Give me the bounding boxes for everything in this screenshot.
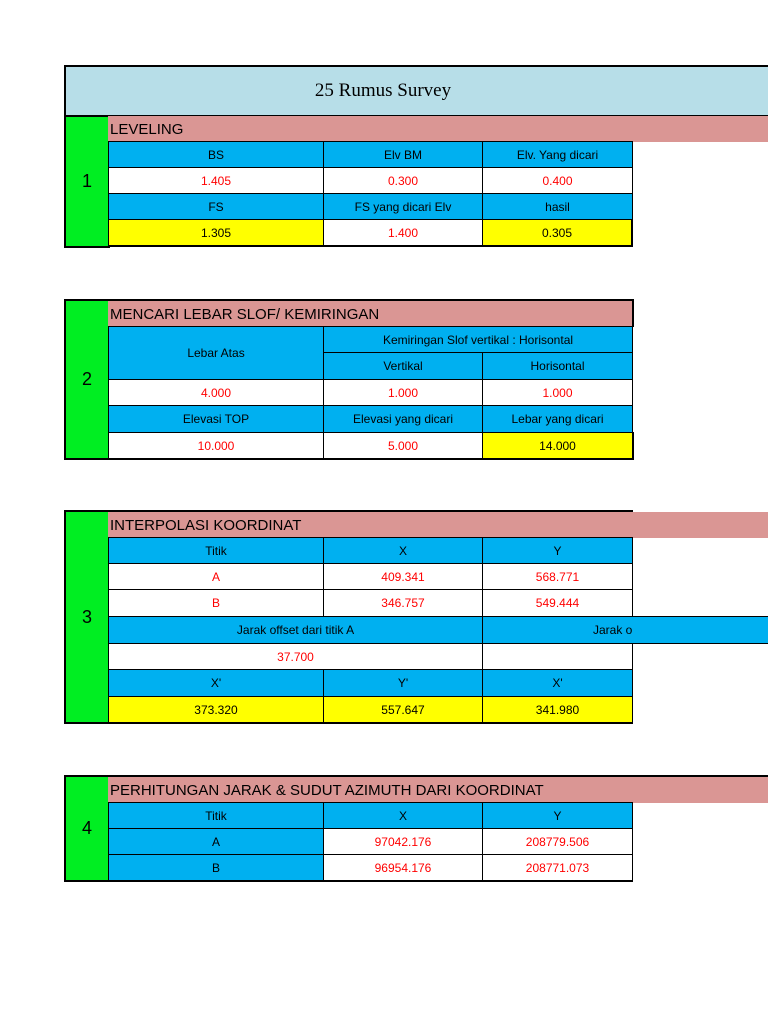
s3-value-y-prime[interactable]: 557.647 <box>323 696 483 724</box>
s2-value-horisontal[interactable]: 1.000 <box>482 379 633 406</box>
s4-header-x: X <box>323 802 483 829</box>
s3-value-x-prime-b[interactable]: 341.980 <box>482 696 633 724</box>
s4-header-y: Y <box>482 802 633 829</box>
s3-header-offset-a: Jarak offset dari titik A <box>108 616 483 644</box>
s3-value-offset-b[interactable] <box>482 643 633 670</box>
section-3-title: INTERPOLASI KOORDINAT <box>108 510 768 538</box>
s4-rowA-titik[interactable]: A <box>108 828 324 855</box>
s2-value-lebar-atas[interactable]: 4.000 <box>108 379 324 406</box>
s3-rowB-x[interactable]: 346.757 <box>323 589 483 617</box>
s2-value-elevasi-dicari[interactable]: 5.000 <box>323 432 483 460</box>
s1-value-elvbm[interactable]: 0.300 <box>323 167 483 194</box>
page-title: 25 Rumus Survey <box>314 80 452 101</box>
section-4-number: 4 <box>64 775 110 882</box>
s3-header-x-prime-b: X' <box>482 669 633 697</box>
s4-rowA-x[interactable]: 97042.176 <box>323 828 483 855</box>
s4-rowB-y[interactable]: 208771.073 <box>482 854 633 882</box>
s1-value-hasil[interactable]: 0.305 <box>482 219 633 247</box>
s3-header-titik: Titik <box>108 537 324 564</box>
s2-value-elevasi-top[interactable]: 10.000 <box>108 432 324 460</box>
section-3-number: 3 <box>64 510 110 724</box>
s3-header-y-prime: Y' <box>323 669 483 697</box>
s3-value-x-prime[interactable]: 373.320 <box>108 696 324 724</box>
s2-header-lebar-dicari: Lebar yang dicari <box>482 405 633 433</box>
s3-value-offset-a[interactable]: 37.700 <box>108 643 483 670</box>
s2-header-kemiringan: Kemiringan Slof vertikal : Horisontal <box>323 326 633 353</box>
section-1-title: LEVELING <box>108 115 768 142</box>
s3-rowB-y[interactable]: 549.444 <box>482 589 633 617</box>
s2-header-lebar-atas: Lebar Atas <box>108 326 324 380</box>
s1-header-hasil: hasil <box>482 193 633 220</box>
s1-header-fs-dicari: FS yang dicari Elv <box>323 193 483 220</box>
s4-header-titik: Titik <box>108 802 324 829</box>
s1-value-bs[interactable]: 1.405 <box>108 167 324 194</box>
s2-header-elevasi-top: Elevasi TOP <box>108 405 324 433</box>
section-4-title: PERHITUNGAN JARAK & SUDUT AZIMUTH DARI KOORDINAT <box>108 775 768 803</box>
s1-header-fs: FS <box>108 193 324 220</box>
s1-value-fs-dicari[interactable]: 1.400 <box>323 219 483 247</box>
s1-header-elv-dicari: Elv. Yang dicari <box>482 141 633 168</box>
s3-rowA-titik[interactable]: A <box>108 563 324 590</box>
s1-value-fs[interactable]: 1.305 <box>108 219 324 247</box>
s3-header-x-prime: X' <box>108 669 324 697</box>
s3-header-offset-b-label: Jarak o <box>593 623 633 637</box>
s2-value-vertikal[interactable]: 1.000 <box>323 379 483 406</box>
s3-header-x: X <box>323 537 483 564</box>
s1-value-elv-dicari[interactable]: 0.400 <box>482 167 633 194</box>
s2-header-vertikal: Vertikal <box>323 352 483 380</box>
s4-rowA-y[interactable]: 208779.506 <box>482 828 633 855</box>
s3-rowB-titik[interactable]: B <box>108 589 324 617</box>
s2-header-horisontal: Horisontal <box>482 352 633 380</box>
s3-header-offset-b <box>482 616 768 644</box>
s2-header-elevasi-dicari: Elevasi yang dicari <box>323 405 483 433</box>
s2-value-lebar-dicari[interactable]: 14.000 <box>482 432 634 460</box>
section-2-title: MENCARI LEBAR SLOF/ KEMIRINGAN <box>108 299 634 327</box>
s3-rowA-x[interactable]: 409.341 <box>323 563 483 590</box>
s1-header-bs: BS <box>108 141 324 168</box>
s3-header-y: Y <box>482 537 633 564</box>
section-2-number: 2 <box>64 299 110 460</box>
section-1-number: 1 <box>64 115 110 248</box>
s3-rowA-y[interactable]: 568.771 <box>482 563 633 590</box>
s4-rowB-x[interactable]: 96954.176 <box>323 854 483 882</box>
s1-header-elvbm: Elv BM <box>323 141 483 168</box>
s4-rowB-titik[interactable]: B <box>108 854 324 882</box>
title-bar <box>64 65 768 115</box>
